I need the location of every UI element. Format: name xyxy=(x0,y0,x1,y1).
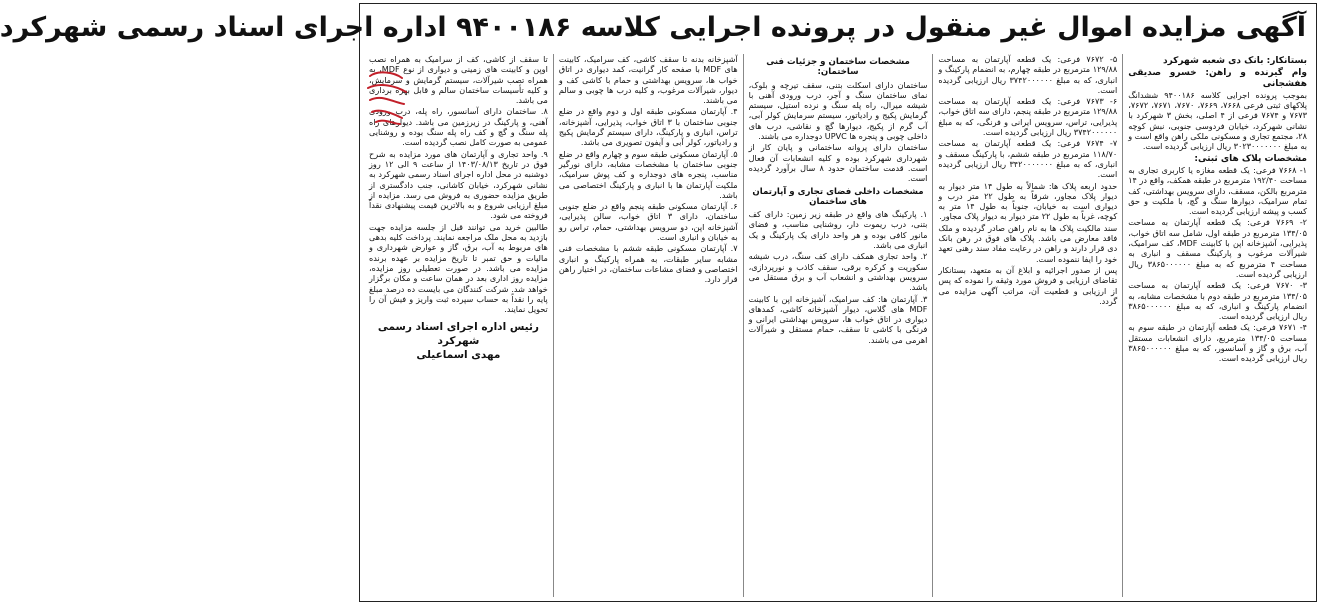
paragraph: ۶- ۷۶۷۳ فرعی: یک قطعه آپارتمان به مساحت ۱۲۹/۸۸ مترمربع در طبقه پنجم، دارای سه اتاق خواب، پذیرایی، تراس، سرویس ایرانی و فرنگی، که به مبلغ ۳۷۴۲۰۰۰۰۰۰ ریال ارزیابی گردیده است. xyxy=(938,96,1118,138)
paragraph: ۲. واحد تجاری همکف دارای کف سنگ، درب شیشه سکوریت و کرکره برقی، سقف کاذب و نورپردازی، سرویس بهداشتی و انشعاب آب و برق مستقل می باشد. xyxy=(748,251,928,293)
column-5 xyxy=(364,54,553,597)
paragraph: ۳- ۷۶۷۰ فرعی: یک قطعه آپارتمان به مساحت ۱۳۴/۰۵ مترمربع در طبقه دوم با مشخصات مشابه، به انضمام پارکینگ و انباری، که به مبلغ ۳۸۶۵۰۰۰۰۰۰ ریال ارزیابی گردیده است. xyxy=(1128,280,1308,322)
signature-title: رئیس اداره اجرای اسناد رسمی شهرکرد xyxy=(377,321,539,348)
paragraph: پس از صدور اجرائیه و ابلاغ آن به متعهد، بستانکار تقاضای ارزیابی و فروش مورد وثیقه را نموده که پس از ارزیابی و قطعیت آن، مراتب آگهی مزایده می گردد. xyxy=(938,264,1118,306)
paragraph: ساختمان دارای پروانه ساختمانی و پایان کار از شهرداری شهرکرد بوده و کلیه انشعابات آن فعال است. قدمت ساختمان حدود ۸ سال برآورد گردیده است. xyxy=(748,142,928,184)
paragraph: آشپزخانه بدنه تا سقف کاشی، کف سرامیک، کابینت های MDF با صفحه کار گرانیت، کمد دیواری در اتاق خواب ها، سرویس بهداشتی و حمام با کاشی کف و دیوار، شیرآلات مرغوب، و کلیه درب ها چوبی و سالم می باشند. xyxy=(558,54,738,106)
paragraph: ۷. آپارتمان مسکونی طبقه ششم با مشخصات فنی مشابه سایر طبقات، به همراه پارکینگ و انباری اختصاصی و فضای مشاعات ساختمان، در اختیار راهن قرار دارد. xyxy=(558,243,738,285)
column-2 xyxy=(932,54,1122,597)
column-4 xyxy=(553,54,743,597)
paragraph: ۴. آپارتمان مسکونی طبقه اول و دوم واقع در ضلع جنوبی ساختمان با ۳ اتاق خواب، پذیرایی، آشپزخانه، تراس، انباری و پارکینگ، دارای سیستم گرمایش پکیج و رادیاتور، کولر آبی و آیفون تصویری می باشد. xyxy=(558,106,738,148)
newspaper-notice xyxy=(0,3,1317,602)
signature-name: مهدی اسماعیلی xyxy=(416,349,501,362)
notice-headline: آگهی مزایده اموال غیر منقول در پرونده اجرایی کلاسه ۹۴۰۰۱۸۶ اداره اجرای اسناد رسمی شهرکرد xyxy=(0,12,1306,43)
paragraph: ۱- ۷۶۶۸ فرعی: یک قطعه مغازه یا کاربری تجاری به مساحت ۱۹۲/۴۰ مترمربع در طبقه همکف، واقع در ۱۴ مترمربع بالکن، مسقف، دارای سرویس بهداشتی، کف تمام سرامیک، دیوارها سنگ و گچ، با ملکیت و حق کسب و پیشه ارزیابی گردیده است. xyxy=(1128,164,1307,217)
section-heading: مشخصات ساختمان و جزئیات فنی ساختمان: xyxy=(766,57,910,78)
paragraph: بموجب پرونده اجرایی کلاسه ۹۴۰۰۱۸۶ ششدانگ پلاکهای ثبتی فرعی ۷۶۶۸، ۷۶۶۹، ۷۶۷۰، ۷۶۷۱، ۷۶۷۲، ۷۶۷۳ و ۷۶۷۴ فرعی از ۴ اصلی، بخش ۳ شهرکرد با نشانی شهرکرد، خیابان فردوسی جنوبی، نبش کوچه ۲۸، مجتمع تجاری و مسکونی ملکی راهن واقع است و به مبلغ ۳۰۲۳۰۰۰۰۰۰۰ ریال ارزیابی گردیده است. xyxy=(1128,89,1308,152)
paragraph: ۲- ۷۶۶۹ فرعی: یک قطعه آپارتمان به مساحت ۱۳۴/۰۵ مترمربع در طبقه اول، شامل سه اتاق خواب، پذیرایی، آشپزخانه اپن با کابینت MDF، کف سرامیک، شیرآلات مرغوب و پارکینگ مسقف و انباری به مساحت ۴ مترمربع که به مبلغ ۳۸۶۵۰۰۰۰۰۰ ریال ارزیابی گردیده است. xyxy=(1128,217,1308,279)
section-heading: مشخصات داخلی فضای تجاری و آپارتمان های ساختمان xyxy=(752,186,924,207)
column-1 xyxy=(1122,54,1312,597)
paragraph: ۵- ۷۶۷۲ فرعی: یک قطعه آپارتمان به مساحت ۱۲۹/۸۸ مترمربع در طبقه چهارم، به انضمام پارکینگ و انباری، که به مبلغ ۳۷۴۲۰۰۰۰۰۰ ریال ارزیابی گردیده است. xyxy=(938,54,1118,95)
column-3 xyxy=(743,54,933,597)
creditor-line: بستانکار: بانک دی شعبه شهرکرد xyxy=(1162,56,1307,66)
notice-columns xyxy=(364,54,1312,597)
paragraph: ۵. آپارتمان مسکونی طبقه سوم و چهارم واقع در ضلع جنوبی ساختمان با مشخصات مشابه، دارای نورگیر مناسب، پنجره های دوجداره و کف پوش سرامیک، ملکیت آپارتمان ها با انباری و پارکینگ اختصاصی می باشد. xyxy=(558,148,738,200)
section-heading: مشخصات پلاک های ثبتی: xyxy=(1194,153,1307,164)
signature-block xyxy=(369,320,548,362)
paragraph: حدود اربعه پلاک ها: شمالاً به طول ۱۴ متر دیوار به دیوار پلاک مجاور، شرقاً به طول ۲۲ متر درب و دیواری است به خیابان، جنوباً به طول ۱۴ متر به کوچه، غرباً به طول ۲۲ متر دیوار به دیوار پلاک مجاور. xyxy=(938,180,1118,222)
paragraph: ساختمان دارای اسکلت بتنی، سقف تیرچه و بلوک، نمای ساختمان سنگ و آجر، درب ورودی آهنی با شیشه میرال، راه پله سنگ و نرده استیل، سیستم گرمایش پکیج و رادیاتور، سیستم سرمایش کولر آبی، آب گرم از پکیج، دیوارها گچ و نقاشی، درب های داخلی چوبی و پنجره ها UPVC دوجداره می باشند. xyxy=(748,79,928,142)
paragraph: طالبین خرید می توانند قبل از جلسه مزایده جهت بازدید به محل ملک مراجعه نمایند. پرداخت کلیه بدهی های مربوط به آب، برق، گاز و عوارض شهرداری و مالیات و حق تمبر تا تاریخ مزایده بر عهده برنده مزایده می باشد. در صورت تعطیلی روز مزایده، مزایده روز اداری بعد در همان ساعت و مکان برگزار خواهد شد. شرکت کنندگان می بایست ده درصد مبلغ پایه را نقداً به حساب سپرده ثبت واریز و فیش آن را تحویل نمایند. xyxy=(369,221,548,315)
paragraph: سند مالکیت پلاک ها به نام راهن صادر گردیده و ملک فاقد معارض می باشد. پلاک های فوق در رهن بانک دی قرار دارند و راهن در رعایت مفاد سند رهنی تعهد خود را ایفا ننموده است. xyxy=(938,222,1118,264)
paragraph: ۷- ۷۶۷۴ فرعی: یک قطعه آپارتمان به مساحت ۱۱۸/۷۰ مترمربع در طبقه ششم، با پارکینگ مسقف و انباری، که به مبلغ ۳۴۲۰۰۰۰۰۰۰ ریال ارزیابی گردیده است. xyxy=(938,138,1118,180)
paragraph: ۳. آپارتمان ها: کف سرامیک، آشپزخانه اپن با کابینت MDF های گلاس، دیوار آشپزخانه کاشی، کمدهای دیواری در اتاق خواب ها، سرویس بهداشتی ایرانی و فرنگی با کاشی تا سقف، حمام مستقل و شیرآلات اهرمی می باشند. xyxy=(748,293,928,345)
paragraph: ۶. آپارتمان مسکونی طبقه پنجم واقع در ضلع جنوبی ساختمان، دارای ۳ اتاق خواب، سالن پذیرایی، آشپزخانه اپن، دو سرویس بهداشتی، حمام، تراس رو به خیابان و انباری است. xyxy=(558,201,738,243)
paragraph: ۴- ۷۶۷۱ فرعی: یک قطعه آپارتمان در طبقه سوم به مساحت ۱۳۴/۰۵ مترمربع، دارای انشعابات مستقل آب، برق و گاز و آسانسور، که به مبلغ ۳۸۶۵۰۰۰۰۰۰ ریال ارزیابی گردیده است. xyxy=(1128,322,1307,364)
paragraph: ۱. پارکینگ های واقع در طبقه زیر زمین: دارای کف بتنی، درب ریموت دار، روشنایی مناسب، و فضای مانور کافی بوده و هر واحد دارای یک پارکینگ و یک انباری می باشد. xyxy=(748,209,928,251)
debtor-line: وام گیرنده و راهن: خسرو صدیقی هفشجانی xyxy=(1128,68,1307,89)
paragraph: ۹. واحد تجاری و آپارتمان های مورد مزایده به شرح فوق در تاریخ ۱۴۰۳/۰۸/۱۳ از ساعت ۹ الی ۱۲ روز دوشنبه در محل اداره اجرای اسناد رسمی شهرکرد به نشانی شهرکرد، خیابان کاشانی، جنب دادگستری از طریق مزایده حضوری به فروش می رسد. مزایده از مبلغ ارزیابی شروع و به بالاترین قیمت پیشنهادی نقداً فروخته می شود. xyxy=(369,148,548,221)
paragraph: تا سقف از کاشی، کف از سرامیک به همراه نصب اوپن و کابینت های زمینی و دیواری از نوع MDF، به همراه تصب شیرآلات، سیستم گرمایش و سرمایش، و کلیه تأسیسات ساختمان سالم و قابل بهره برداری می باشد. xyxy=(369,54,548,106)
paragraph: ۸. ساختمان دارای آسانسور، راه پله، درب ورودی آهنی، و پارکینگ در زیرزمین می باشد. دیوارهای راه پله سنگ و گچ و کف راه پله سنگ بوده و روشنایی عمومی به صورت کامل نصب گردیده است. xyxy=(369,106,548,148)
